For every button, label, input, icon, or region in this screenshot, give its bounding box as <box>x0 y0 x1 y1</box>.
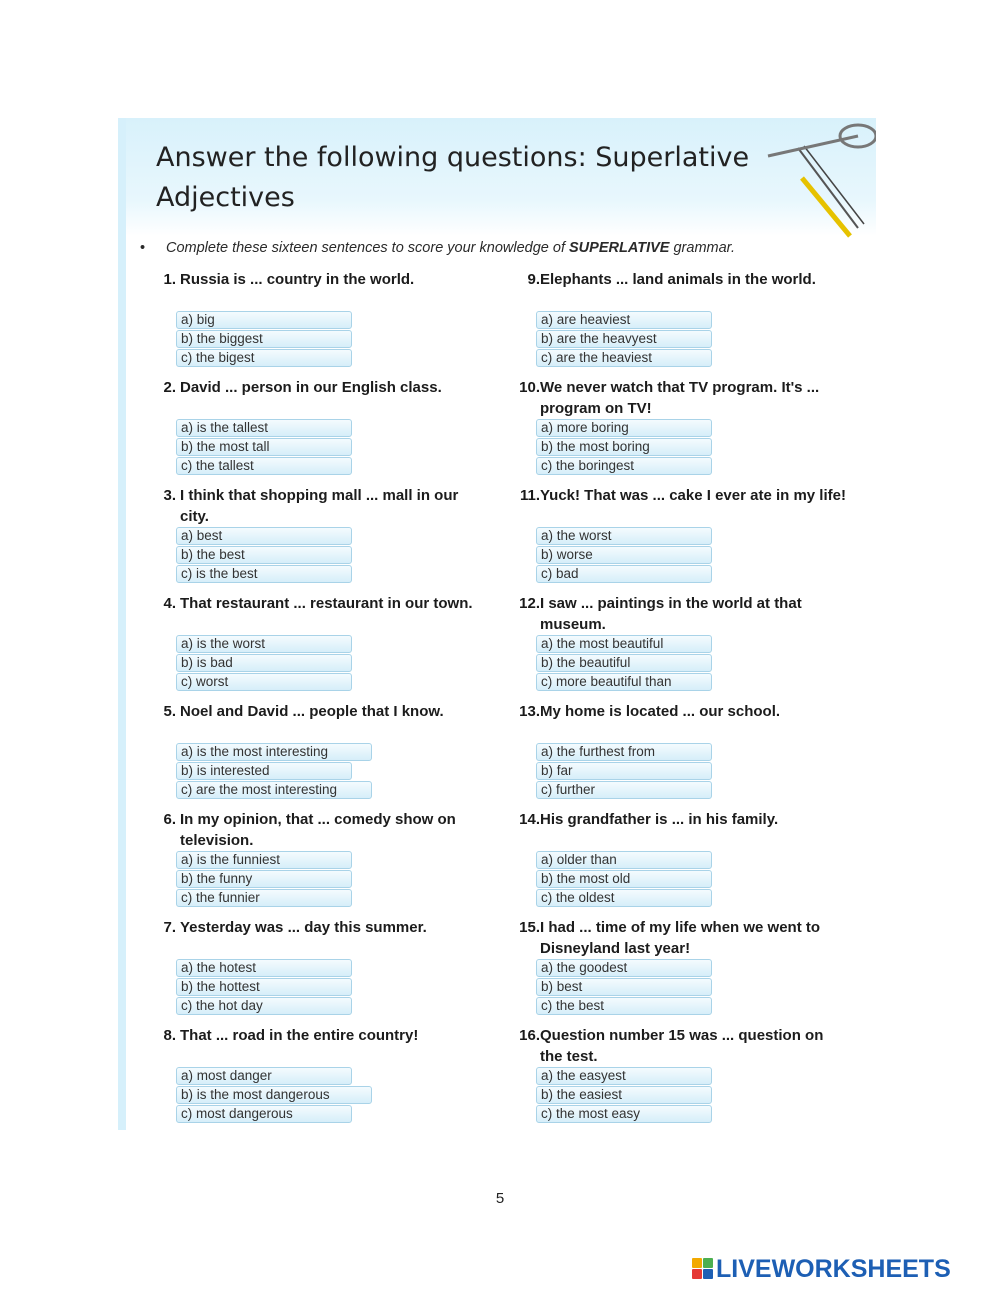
question-text: Russia is ... country in the world. <box>180 271 415 288</box>
answer-option-box[interactable]: a) is the worst <box>176 635 352 653</box>
question-number: 12. <box>519 595 540 612</box>
answer-options <box>536 311 712 368</box>
answer-options <box>176 635 352 692</box>
question-number: 1. <box>163 271 176 288</box>
answer-options <box>176 743 372 800</box>
answer-option-box[interactable]: b) the most old <box>536 870 712 888</box>
answer-option-box[interactable]: b) the funny <box>176 870 352 888</box>
answer-options <box>176 419 352 476</box>
question-item <box>506 918 866 1026</box>
answer-option-box[interactable]: b) the best <box>176 546 352 564</box>
question-item <box>146 378 506 486</box>
answer-option-box[interactable]: c) the bigest <box>176 349 352 367</box>
answer-option-box[interactable]: c) worst <box>176 673 352 691</box>
answer-options <box>536 743 712 800</box>
question-item <box>146 486 506 594</box>
question-text: I had ... time of my life when we went to Disneyland last year! <box>540 919 821 957</box>
answer-option-box[interactable]: c) is the best <box>176 565 352 583</box>
answer-option-box[interactable]: c) most dangerous <box>176 1105 352 1123</box>
answer-option-box[interactable]: b) the easiest <box>536 1086 712 1104</box>
question-item <box>146 918 506 1026</box>
answer-option-box[interactable]: c) the most easy <box>536 1105 712 1123</box>
question-text: We never watch that TV program. It's ... program on TV! <box>540 379 820 417</box>
answer-option-box[interactable]: a) are heaviest <box>536 311 712 329</box>
liveworksheets-icon <box>692 1258 714 1280</box>
questions-column-left <box>146 270 506 1130</box>
question-number: 10. <box>519 379 540 396</box>
question-text: His grandfather is ... in his family. <box>540 811 779 828</box>
answer-options <box>536 635 712 692</box>
worksheet <box>118 118 876 1130</box>
answer-option-box[interactable]: a) the goodest <box>536 959 712 977</box>
answer-option-box[interactable]: a) is the tallest <box>176 419 352 437</box>
answer-options <box>176 851 352 908</box>
answer-options <box>176 1067 372 1124</box>
question-text: David ... person in our English class. <box>180 379 442 396</box>
answer-option-box[interactable]: c) are the most interesting <box>176 781 372 799</box>
question-item <box>146 594 506 702</box>
answer-option-box[interactable]: a) the furthest from <box>536 743 712 761</box>
question-item <box>506 1026 866 1130</box>
answer-option-box[interactable]: b) the most tall <box>176 438 352 456</box>
question-item <box>146 1026 506 1130</box>
answer-options <box>176 959 352 1016</box>
answer-option-box[interactable]: a) the worst <box>536 527 712 545</box>
answer-option-box[interactable]: c) the tallest <box>176 457 352 475</box>
answer-option-box[interactable]: a) older than <box>536 851 712 869</box>
question-number: 3. <box>163 487 176 504</box>
left-accent-bar <box>118 118 126 1130</box>
question-number: 13. <box>519 703 540 720</box>
question-number: 16. <box>519 1027 540 1044</box>
answer-option-box[interactable]: b) far <box>536 762 712 780</box>
question-item <box>146 702 506 810</box>
answer-options <box>176 311 352 368</box>
answer-option-box[interactable]: b) best <box>536 978 712 996</box>
question-item <box>506 810 866 918</box>
question-text: In my opinion, that ... comedy show on television. <box>180 811 456 849</box>
question-number: 15. <box>519 919 540 936</box>
answer-option-box[interactable]: b) worse <box>536 546 712 564</box>
question-number: 8. <box>163 1027 176 1044</box>
question-text: That restaurant ... restaurant in our town. <box>180 595 473 612</box>
question-item <box>146 810 506 918</box>
answer-option-box[interactable]: c) are the heaviest <box>536 349 712 367</box>
question-number: 4. <box>163 595 176 612</box>
answer-option-box[interactable]: c) more beautiful than <box>536 673 712 691</box>
answer-options <box>536 1067 712 1124</box>
question-text: Yesterday was ... day this summer. <box>180 919 427 936</box>
answer-option-box[interactable]: c) the funnier <box>176 889 352 907</box>
question-number: 11. <box>519 487 540 504</box>
brand-name: LIVEWORKSHEETS <box>716 1254 951 1283</box>
answer-option-box[interactable]: c) the best <box>536 997 712 1015</box>
answer-option-box[interactable]: b) is bad <box>176 654 352 672</box>
question-number: 5. <box>163 703 176 720</box>
answer-option-box[interactable]: a) more boring <box>536 419 712 437</box>
question-text: That ... road in the entire country! <box>180 1027 419 1044</box>
answer-option-box[interactable]: b) the biggest <box>176 330 352 348</box>
answer-option-box[interactable]: c) further <box>536 781 712 799</box>
question-number: 14. <box>519 811 540 828</box>
answer-option-box[interactable]: b) the most boring <box>536 438 712 456</box>
instruction-text-start: Complete these sixteen sentences to score your knowledge of <box>166 240 570 256</box>
page-number: 5 <box>495 1190 505 1207</box>
instruction-line <box>140 240 870 256</box>
question-text: I saw ... paintings in the world at that museum. <box>540 595 802 633</box>
answer-option-box[interactable]: c) the boringest <box>536 457 712 475</box>
question-text: My home is located ... our school. <box>540 703 781 720</box>
question-item <box>506 378 866 486</box>
question-number: 6. <box>163 811 176 828</box>
answer-options <box>176 527 352 584</box>
question-item <box>146 270 506 378</box>
instruction-bold: SUPERLATIVE <box>569 240 670 256</box>
question-text: Elephants ... land animals in the world. <box>540 271 816 288</box>
question-item <box>506 594 866 702</box>
answer-options <box>536 959 712 1016</box>
question-item <box>506 702 866 810</box>
answer-option-box[interactable]: a) most danger <box>176 1067 352 1085</box>
answer-options <box>536 419 712 476</box>
answer-option-box[interactable]: b) are the heavyest <box>536 330 712 348</box>
question-text: Noel and David ... people that I know. <box>180 703 444 720</box>
answer-option-box[interactable]: a) the most beautiful <box>536 635 712 653</box>
answer-option-box[interactable]: a) big <box>176 311 352 329</box>
question-item <box>506 270 866 378</box>
answer-option-box[interactable]: a) the hotest <box>176 959 352 977</box>
answer-option-box[interactable]: c) the oldest <box>536 889 712 907</box>
question-item <box>506 486 866 594</box>
answer-options <box>536 851 712 908</box>
question-text: I think that shopping mall ... mall in our city. <box>180 487 459 525</box>
answer-option-box[interactable]: b) the hottest <box>176 978 352 996</box>
liveworksheets-logo <box>692 1254 951 1284</box>
question-number: 7. <box>163 919 176 936</box>
answer-option-box[interactable]: b) is interested <box>176 762 352 780</box>
worksheet-title: Answer the following questions: Superlative Adjectives <box>156 142 750 213</box>
answer-option-box[interactable]: a) is the funniest <box>176 851 352 869</box>
question-number: 9. <box>527 271 540 288</box>
question-text: Question number 15 was ... question on the test. <box>540 1027 824 1065</box>
answer-options <box>536 527 712 584</box>
instruction-text-end: grammar. <box>669 240 735 256</box>
questions-column-right <box>506 270 866 1130</box>
answer-option-box[interactable]: c) the hot day <box>176 997 352 1015</box>
answer-option-box[interactable]: b) the beautiful <box>536 654 712 672</box>
answer-option-box[interactable]: b) is the most dangerous <box>176 1086 372 1104</box>
answer-option-box[interactable]: c) bad <box>536 565 712 583</box>
answer-option-box[interactable]: a) best <box>176 527 352 545</box>
question-number: 2. <box>163 379 176 396</box>
question-text: Yuck! That was ... cake I ever ate in my life! <box>540 487 846 504</box>
bullet: • <box>140 240 146 256</box>
magnifying-glass-icon <box>708 118 876 238</box>
answer-option-box[interactable]: a) is the most interesting <box>176 743 372 761</box>
answer-option-box[interactable]: a) the easyest <box>536 1067 712 1085</box>
